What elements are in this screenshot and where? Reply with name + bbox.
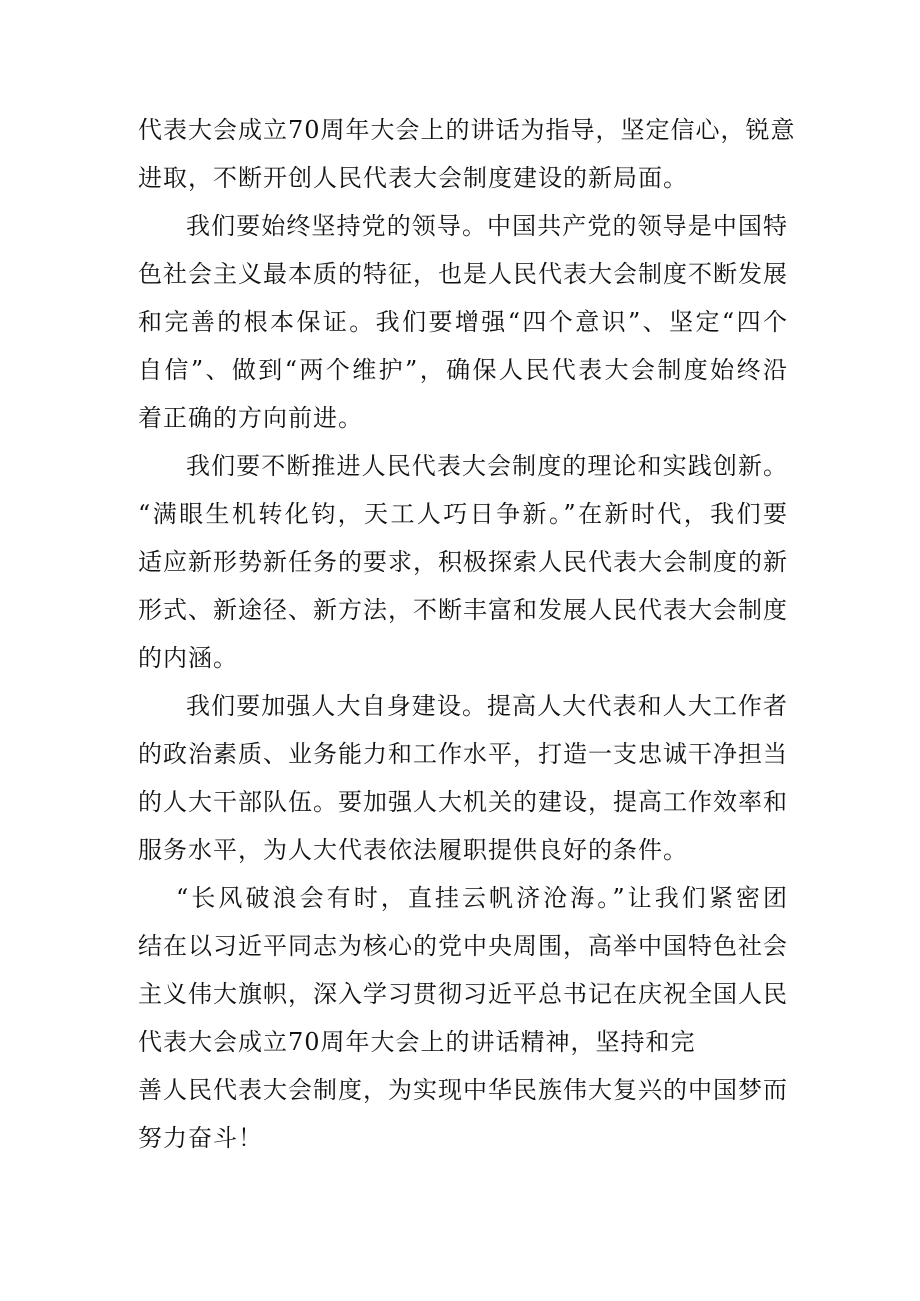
text-line: 形式、新途径、新方法，不断丰富和发展人民代表大会制度 bbox=[138, 596, 788, 624]
text-line: 的内涵。 bbox=[138, 644, 238, 672]
text-line: 结在以习近平同志为核心的党中央周围，高举中国特色社会 bbox=[138, 932, 788, 960]
paragraph-start-line: 我们要加强人大自身建设。提高人大代表和人大工作者 bbox=[186, 692, 788, 720]
paragraph-start-line: “长风破浪会有时，直挂云帆济沧海。”让我们紧密团 bbox=[176, 884, 788, 912]
text-line: 进取，不断开创人民代表大会制度建设的新局面。 bbox=[138, 164, 688, 192]
text-line: 服务水平，为人大代表依法履职提供良好的条件。 bbox=[138, 836, 688, 864]
text-line: 自信”、做到“两个维护”，确保人民代表大会制度始终沿 bbox=[138, 356, 788, 384]
text-line: 善人民代表大会制度，为实现中华民族伟大复兴的中国梦而 bbox=[138, 1076, 788, 1104]
text-line: 着正确的方向前进。 bbox=[138, 404, 363, 432]
text-line: 色社会主义最本质的特征，也是人民代表大会制度不断发展 bbox=[138, 260, 788, 288]
text-line: 代表大会成立70周年大会上的讲话为指导，坚定信心，锐意 bbox=[138, 116, 796, 144]
text-line: 努力奋斗！ bbox=[138, 1124, 263, 1152]
text-line: 适应新形势新任务的要求，积极探索人民代表大会制度的新 bbox=[138, 548, 788, 576]
text-line: 和完善的根本保证。我们要增强“四个意识”、坚定“四个 bbox=[138, 308, 788, 336]
paragraph-start-line: 我们要始终坚持党的领导。中国共产党的领导是中国特 bbox=[186, 212, 788, 240]
text-line: “满眼生机转化钧，天工人巧日争新。”在新时代，我们要 bbox=[138, 500, 788, 528]
text-line: 的人大干部队伍。要加强人大机关的建设，提高工作效率和 bbox=[138, 788, 788, 816]
text-line: 主义伟大旗帜，深入学习贯彻习近平总书记在庆祝全国人民 bbox=[138, 980, 788, 1008]
text-line: 代表大会成立70周年大会上的讲话精神，坚持和完 bbox=[138, 1028, 696, 1056]
paragraph-start-line: 我们要不断推进人民代表大会制度的理论和实践创新。 bbox=[186, 452, 788, 480]
text-line: 的政治素质、业务能力和工作水平，打造一支忠诚干净担当 bbox=[138, 740, 788, 768]
